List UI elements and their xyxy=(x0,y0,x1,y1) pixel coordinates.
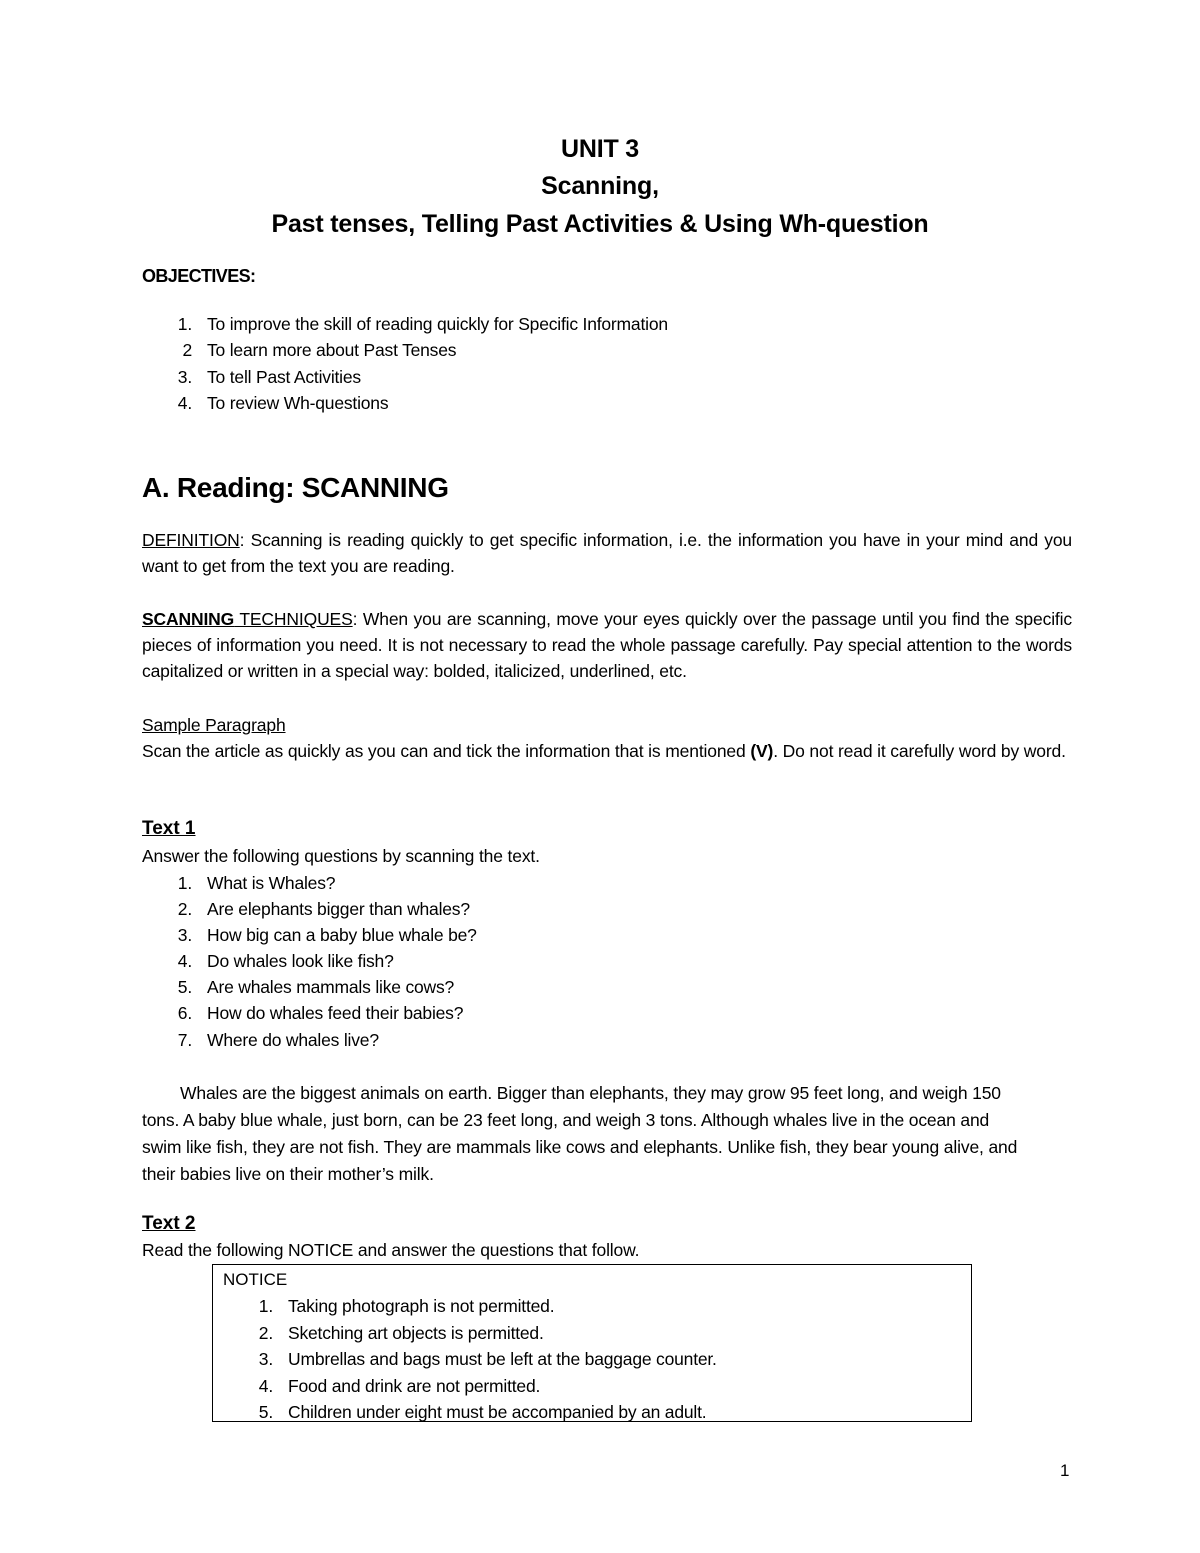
item-text: To improve the skill of reading quickly for Specific Information xyxy=(207,314,668,334)
tick-mark: (V) xyxy=(750,741,774,761)
item-text: How do whales feed their babies? xyxy=(207,1003,464,1024)
sample-text-end: . Do not read it carefully word by word. xyxy=(773,741,1066,761)
item-number: 2. xyxy=(258,1322,273,1343)
item-text: To tell Past Activities xyxy=(207,366,361,387)
text1-instruction: Answer the following questions by scanning the text. xyxy=(142,846,540,866)
item-number: 1. xyxy=(258,1296,273,1316)
sample-text: Scan the article as quickly as you can and tick the information that is mentioned xyxy=(142,741,751,761)
list-item xyxy=(156,922,477,948)
list-item xyxy=(239,1320,717,1347)
unit-title: UNIT 3 xyxy=(561,135,639,163)
item-number: 1. xyxy=(177,873,192,893)
text2-heading: Text 2 xyxy=(142,1213,196,1234)
list-item xyxy=(156,1000,477,1026)
definition-paragraph xyxy=(142,527,1072,579)
item-number: 4. xyxy=(177,951,192,972)
page-number: 1 xyxy=(1060,1461,1070,1480)
item-text: To learn more about Past Tenses xyxy=(207,340,457,361)
item-number: 6. xyxy=(177,1003,192,1024)
item-text: Are elephants bigger than whales? xyxy=(207,899,470,920)
item-number: 3. xyxy=(258,1349,273,1370)
list-item xyxy=(156,337,668,363)
notice-title: NOTICE xyxy=(223,1270,288,1289)
subtitle: Past tenses, Telling Past Activities & Using Wh-question xyxy=(271,210,929,238)
list-item xyxy=(156,390,668,416)
list-item xyxy=(239,1293,717,1320)
item-number: 7. xyxy=(177,1029,192,1050)
item-text: Do whales look like fish? xyxy=(207,951,394,972)
techniques-paragraph xyxy=(142,606,1072,685)
sample-heading: Sample Paragraph xyxy=(142,715,286,735)
techniques-text: : When you are scanning, move your eyes quickly over the passage until you find the specific pieces of information you need. It is not necessary to read the whole passage carefully. Pay special attention to the words capitalized or written in a special way: bolded, italicized, underlined, etc. xyxy=(142,609,1072,682)
definition-label: DEFINITION xyxy=(142,530,240,550)
questions-list xyxy=(156,870,477,1053)
item-text: How big can a baby blue whale be? xyxy=(207,925,477,946)
text1-heading: Text 1 xyxy=(142,818,196,839)
list-item xyxy=(239,1373,717,1400)
objectives-list xyxy=(156,311,668,417)
sample-paragraph xyxy=(142,738,1072,764)
list-item xyxy=(156,364,668,390)
item-text: What is Whales? xyxy=(207,873,336,893)
list-item xyxy=(156,948,477,974)
item-text: To review Wh-questions xyxy=(207,393,389,414)
list-item xyxy=(156,311,668,337)
list-item xyxy=(156,870,477,896)
item-number: 3. xyxy=(177,925,192,946)
text2-instruction: Read the following NOTICE and answer the questions that follow. xyxy=(142,1240,640,1260)
item-number: 5. xyxy=(258,1402,273,1423)
item-number: 3. xyxy=(177,366,192,387)
item-number: 4. xyxy=(258,1375,273,1396)
objectives-heading: OBJECTIVES: xyxy=(142,266,256,286)
item-text: Food and drink are not permitted. xyxy=(288,1375,541,1396)
item-text: Are whales mammals like cows? xyxy=(207,977,455,998)
list-item xyxy=(156,974,477,1000)
list-item xyxy=(156,1027,477,1053)
list-item xyxy=(239,1399,717,1426)
item-text: Umbrellas and bags must be left at the baggage counter. xyxy=(288,1349,717,1370)
list-item xyxy=(156,896,477,922)
item-number: 2. xyxy=(177,899,192,920)
topic-title: Scanning, xyxy=(541,172,659,200)
techniques-label: TECHNIQUES xyxy=(234,609,353,629)
section-a-heading: A. Reading: SCANNING xyxy=(142,472,449,503)
item-text: Taking photograph is not permitted. xyxy=(288,1296,555,1316)
whale-passage: Whales are the biggest animals on earth. Bigger than elephants, they may grow 95 feet long, and weigh 150 tons. A baby blue whale, just born, can be 23 feet long, and weigh 3 tons. Although whales live in the ocean and swim like fish, they are not fish. They are mammals like cows and elephants. Unlike fish, they bear young alive, and their babies live on their mother’s milk. xyxy=(142,1083,1018,1184)
item-number: 5. xyxy=(177,977,192,998)
item-text: Children under eight must be accompanied by an adult. xyxy=(288,1402,707,1423)
techniques-label-bold: SCANNING xyxy=(142,609,235,629)
item-number: 4. xyxy=(177,393,192,414)
item-number: 1. xyxy=(177,314,192,334)
item-number: 2 xyxy=(182,340,192,361)
list-item xyxy=(239,1346,717,1373)
item-text: Where do whales live? xyxy=(207,1029,379,1050)
definition-text: : Scanning is reading quickly to get specific information, i.e. the information you have in your mind and you want to get from the text you are reading. xyxy=(142,530,1072,577)
notice-list xyxy=(239,1293,717,1426)
item-text: Sketching art objects is permitted. xyxy=(288,1322,544,1343)
notice-box xyxy=(212,1264,972,1422)
